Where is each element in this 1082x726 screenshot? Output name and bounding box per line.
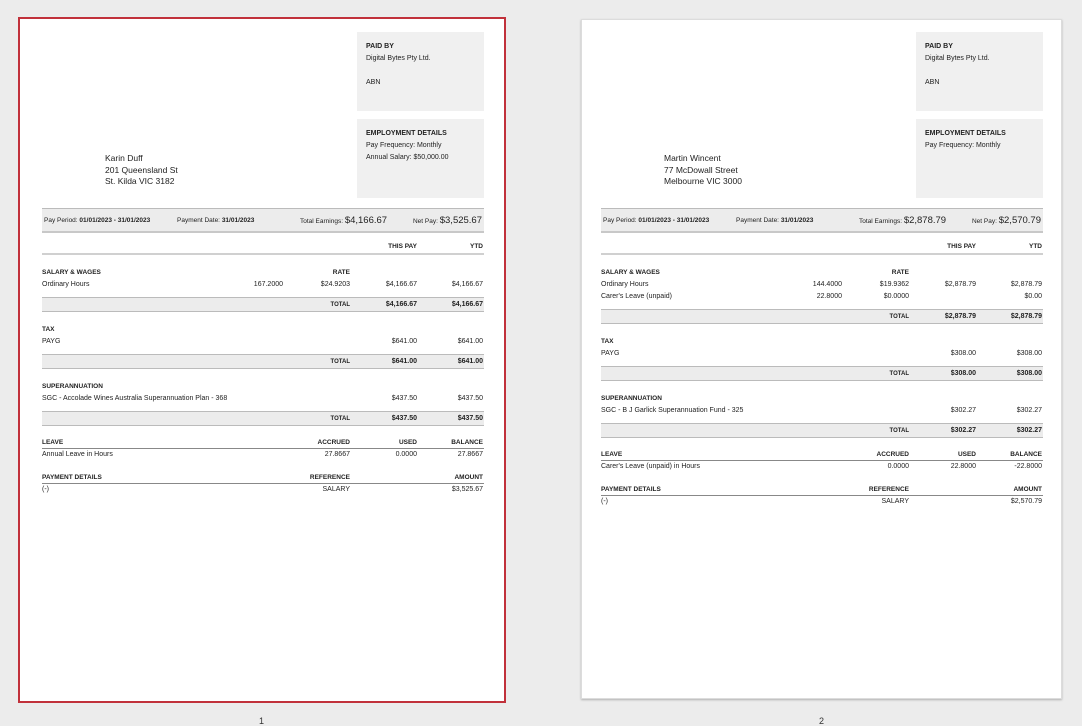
payment-row-amount: $3,525.67 xyxy=(451,486,483,493)
payment-row xyxy=(601,496,1043,508)
super-total-row xyxy=(601,423,1043,438)
used-header: USED xyxy=(957,451,976,458)
super-row-ytd: $302.27 xyxy=(1016,407,1042,414)
salary-total-this-pay: $4,166.67 xyxy=(385,301,417,308)
tax-row-this-pay: $308.00 xyxy=(950,350,976,357)
tax-heading-row xyxy=(42,324,484,336)
leave-row-label: Annual Leave in Hours xyxy=(42,451,113,458)
tax-row-ytd: $641.00 xyxy=(457,338,483,345)
payment-heading: PAYMENT DETAILS xyxy=(42,474,102,481)
tax-row xyxy=(42,336,484,348)
payment-date-label: Payment Date: xyxy=(736,216,779,224)
total-earnings-value: $4,166.67 xyxy=(344,214,388,226)
address-line-1: 201 Queensland St xyxy=(105,164,178,175)
pay-period xyxy=(44,217,177,224)
pay-period-label: Pay Period: xyxy=(44,216,78,224)
pay-period-label: Pay Period: xyxy=(603,216,637,224)
salary-heading-row xyxy=(42,267,484,279)
employee-name: Martin Wincent xyxy=(664,153,721,163)
tax-total-ytd: $308.00 xyxy=(1016,370,1042,377)
total-earnings xyxy=(300,215,411,226)
tax-total-this-pay: $308.00 xyxy=(950,370,976,377)
payment-heading: PAYMENT DETAILS xyxy=(601,486,661,493)
pay-frequency: Pay Frequency: Monthly xyxy=(925,142,1001,149)
tax-heading-row xyxy=(601,336,1043,348)
tax-row-this-pay: $641.00 xyxy=(391,338,417,345)
paid-by-box xyxy=(916,32,1043,111)
tax-row-ytd: $308.00 xyxy=(1016,350,1042,357)
salary-row-qty: 167.2000 xyxy=(253,281,283,288)
annual-salary: Annual Salary: $50,000.00 xyxy=(366,154,449,161)
tax-heading: TAX xyxy=(42,326,55,333)
super-row-label: SGC - B J Garlick Superannuation Fund - 325 xyxy=(601,407,744,414)
super-total-label: TOTAL xyxy=(889,428,909,434)
leave-row-accrued: 0.0000 xyxy=(887,463,909,470)
payment-row xyxy=(42,484,484,496)
tax-row xyxy=(601,348,1043,360)
abn-label: ABN xyxy=(925,79,940,86)
rate-header: RATE xyxy=(891,269,909,276)
pay-period xyxy=(603,217,736,224)
leave-row xyxy=(601,461,1043,473)
tax-total-label: TOTAL xyxy=(889,371,909,377)
leave-row xyxy=(42,449,484,461)
super-heading: SUPERANNUATION xyxy=(601,395,662,402)
leave-heading: LEAVE xyxy=(601,451,623,458)
payment-row-amount: $2,570.79 xyxy=(1010,498,1042,505)
ytd-header: YTD xyxy=(470,243,483,250)
payment-date-value: 31/01/2023 xyxy=(780,216,814,224)
tax-total-row xyxy=(601,366,1043,381)
employment-heading: EMPLOYMENT DETAILS xyxy=(925,130,1006,137)
accrued-header: ACCRUED xyxy=(317,439,350,446)
salary-row-rate: $0.0000 xyxy=(883,293,909,300)
super-total-this-pay: $437.50 xyxy=(391,415,417,422)
this-pay-header: THIS PAY xyxy=(947,243,976,250)
salary-row-qty: 144.4000 xyxy=(812,281,842,288)
net-pay-value: $3,525.67 xyxy=(439,214,482,226)
salary-row xyxy=(42,279,484,291)
leave-row-used: 22.8000 xyxy=(950,463,976,470)
employee-name: Karin Duff xyxy=(105,153,143,163)
salary-row-label: Carer's Leave (unpaid) xyxy=(601,293,672,300)
total-earnings-value: $2,878.79 xyxy=(903,214,947,226)
column-header-row xyxy=(601,241,1043,255)
pay-summary-strip xyxy=(42,208,484,233)
reference-header: REFERENCE xyxy=(309,474,350,481)
salary-row-ytd: $0.00 xyxy=(1024,293,1042,300)
salary-heading: SALARY & WAGES xyxy=(42,269,101,276)
pay-period-value: 01/01/2023 - 31/01/2023 xyxy=(79,216,151,224)
tax-heading: TAX xyxy=(601,338,614,345)
salary-row-ytd: $2,878.79 xyxy=(1010,281,1042,288)
payment-row-reference: SALARY xyxy=(322,486,350,493)
amount-header: AMOUNT xyxy=(1013,486,1042,493)
payslip-sections xyxy=(42,241,484,496)
salary-total-label: TOTAL xyxy=(889,314,909,320)
leave-row-balance: -22.8000 xyxy=(1014,463,1042,470)
address-line-2: St. Kilda VIC 3182 xyxy=(105,176,175,186)
salary-row-ytd: $4,166.67 xyxy=(451,281,483,288)
super-total-this-pay: $302.27 xyxy=(950,427,976,434)
pay-period-value: 01/01/2023 - 31/01/2023 xyxy=(638,216,710,224)
leave-row-label: Carer's Leave (unpaid) in Hours xyxy=(601,463,700,470)
column-header-row xyxy=(42,241,484,255)
balance-header: BALANCE xyxy=(451,439,483,446)
leave-row-accrued: 27.8667 xyxy=(324,451,350,458)
tax-total-ytd: $641.00 xyxy=(457,358,483,365)
net-pay xyxy=(970,215,1041,226)
salary-row-this-pay: $4,166.67 xyxy=(385,281,417,288)
salary-row xyxy=(601,279,1043,291)
payslip-sections xyxy=(601,241,1043,508)
tax-total-label: TOTAL xyxy=(330,359,350,365)
tax-total-row xyxy=(42,354,484,369)
salary-heading: SALARY & WAGES xyxy=(601,269,660,276)
salary-row-label: Ordinary Hours xyxy=(42,281,90,288)
leave-heading-row xyxy=(42,438,484,449)
employment-heading: EMPLOYMENT DETAILS xyxy=(366,130,447,137)
salary-row-rate: $19.9362 xyxy=(879,281,909,288)
salary-row-this-pay: $2,878.79 xyxy=(944,281,976,288)
employment-details-box xyxy=(916,119,1043,198)
salary-row-label: Ordinary Hours xyxy=(601,281,649,288)
salary-row-qty: 22.8000 xyxy=(816,293,842,300)
salary-total-label: TOTAL xyxy=(330,302,350,308)
amount-header: AMOUNT xyxy=(454,474,483,481)
super-heading: SUPERANNUATION xyxy=(42,383,103,390)
payment-date-value: 31/01/2023 xyxy=(221,216,255,224)
total-earnings-label: Total Earnings: xyxy=(859,217,902,225)
employee-address xyxy=(664,153,742,188)
address-line-1: 77 McDowall Street xyxy=(664,164,738,175)
reference-header: REFERENCE xyxy=(868,486,909,493)
super-total-ytd: $437.50 xyxy=(457,415,483,422)
tax-row-label: PAYG xyxy=(42,338,61,345)
employment-details-box xyxy=(357,119,484,198)
salary-total-ytd: $2,878.79 xyxy=(1010,313,1042,320)
super-row-this-pay: $437.50 xyxy=(391,395,417,402)
paid-by-box xyxy=(357,32,484,111)
used-header: USED xyxy=(398,439,417,446)
payslip-page-2[interactable] xyxy=(581,19,1062,699)
page-number-1: 1 xyxy=(259,716,265,726)
leave-heading: LEAVE xyxy=(42,439,64,446)
salary-row-rate: $24.9203 xyxy=(320,281,350,288)
rate-header: RATE xyxy=(332,269,350,276)
net-pay-value: $2,570.79 xyxy=(998,214,1041,226)
salary-total-row xyxy=(42,297,484,312)
this-pay-header: THIS PAY xyxy=(388,243,417,250)
total-earnings xyxy=(859,215,970,226)
salary-row xyxy=(601,291,1043,303)
super-heading-row xyxy=(601,393,1043,405)
super-total-ytd: $302.27 xyxy=(1016,427,1042,434)
page-number-2: 2 xyxy=(819,716,825,726)
paid-by-heading: PAID BY xyxy=(366,43,394,50)
paid-by-heading: PAID BY xyxy=(925,43,953,50)
ytd-header: YTD xyxy=(1029,243,1042,250)
address-line-2: Melbourne VIC 3000 xyxy=(664,176,742,186)
payment-row-reference: SALARY xyxy=(881,498,909,505)
balance-header: BALANCE xyxy=(1010,451,1042,458)
salary-total-row xyxy=(601,309,1043,324)
super-total-row xyxy=(42,411,484,426)
net-pay xyxy=(411,215,482,226)
pay-summary-strip xyxy=(601,208,1043,233)
pay-frequency: Pay Frequency: Monthly xyxy=(366,142,442,149)
company-name: Digital Bytes Pty Ltd. xyxy=(925,55,990,62)
super-row xyxy=(601,405,1043,417)
super-row-this-pay: $302.27 xyxy=(950,407,976,414)
payment-row-label: (-) xyxy=(601,498,608,505)
super-heading-row xyxy=(42,381,484,393)
super-row-label: SGC - Accolade Wines Australia Superannuation Plan - 368 xyxy=(42,395,228,402)
super-row-ytd: $437.50 xyxy=(457,395,483,402)
payment-date-label: Payment Date: xyxy=(177,216,220,224)
net-pay-label: Net Pay: xyxy=(412,217,438,225)
employee-address xyxy=(105,153,178,188)
payment-date xyxy=(177,217,300,224)
super-row xyxy=(42,393,484,405)
total-earnings-label: Total Earnings: xyxy=(300,217,343,225)
salary-total-ytd: $4,166.67 xyxy=(451,301,483,308)
payslip-page-1[interactable] xyxy=(18,17,506,703)
accrued-header: ACCRUED xyxy=(876,451,909,458)
payment-row-label: (-) xyxy=(42,486,49,493)
tax-row-label: PAYG xyxy=(601,350,620,357)
leave-row-used: 0.0000 xyxy=(395,451,417,458)
salary-heading-row xyxy=(601,267,1043,279)
net-pay-label: Net Pay: xyxy=(971,217,997,225)
payment-heading-row xyxy=(42,473,484,484)
leave-row-balance: 27.8667 xyxy=(457,451,483,458)
payment-date xyxy=(736,217,859,224)
leave-heading-row xyxy=(601,450,1043,461)
payment-heading-row xyxy=(601,485,1043,496)
super-total-label: TOTAL xyxy=(330,416,350,422)
company-name: Digital Bytes Pty Ltd. xyxy=(366,55,431,62)
tax-total-this-pay: $641.00 xyxy=(391,358,417,365)
abn-label: ABN xyxy=(366,79,381,86)
salary-total-this-pay: $2,878.79 xyxy=(944,313,976,320)
